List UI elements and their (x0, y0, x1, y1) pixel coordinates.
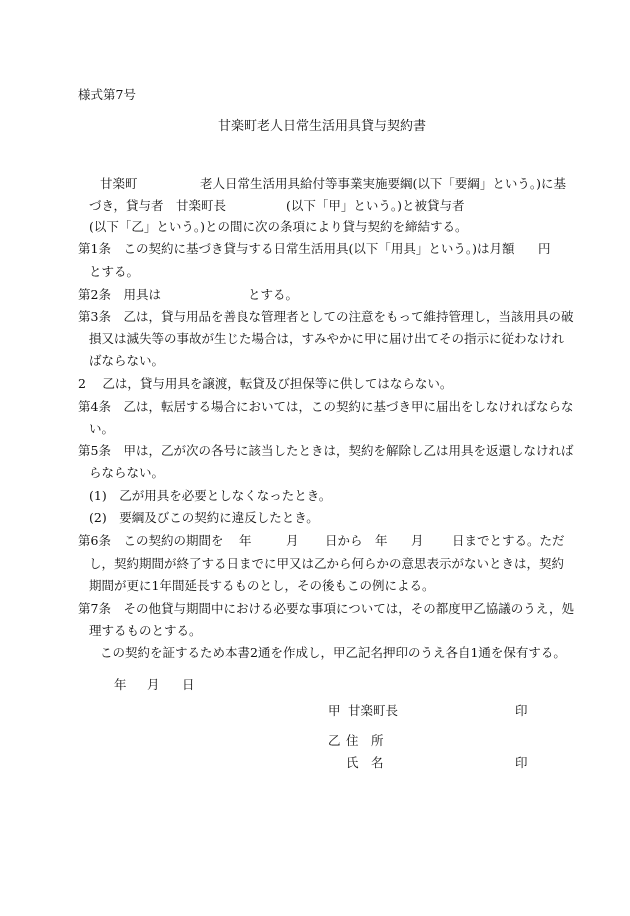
article-6-line-2: し，契約期間が終了する日までに甲又は乙から何らかの意思表示がないときは，契約 (89, 556, 565, 571)
document-title: 甘楽町老人日常生活用具貸与契約書 (218, 119, 427, 134)
article-3-line-1: 第3条 乙は，貸与用品を善良な管理者としての注意をもって維持管理し，当該用具の破 (78, 309, 574, 324)
intro-town: 甘楽町 (100, 176, 138, 191)
article-2-line: 第2条 用具は (78, 287, 161, 302)
article-7-line-2: 理するものとする。 (89, 623, 202, 638)
article-4-line-2: い。 (89, 421, 115, 436)
party-b-name-label: 氏 名 (346, 755, 384, 770)
party-b-address-label: 住 所 (346, 733, 384, 748)
party-a-seal: 印 (515, 703, 528, 718)
article-7-line-1: 第7条 その他貸与期間中における必要な事項については，その都度甲乙協議のうえ，処 (78, 601, 574, 616)
article-5-line-2: らならない。 (89, 465, 165, 480)
party-a-name: 甘楽町長 (348, 703, 399, 718)
article-3-line-2: 損又は滅失等の事故が生じた場合は，すみやかに甲に届け出てその指示に従わなけれ (89, 331, 565, 346)
date-year: 年 (114, 677, 127, 692)
article-1-line-1: 第1条 この契約に基づき貸与する日常生活用具(以下「用具」という。)は月額 (78, 241, 515, 256)
intro-line-3: (以下「乙」という。)との間に次の条項により貸与契約を締結する。 (89, 219, 468, 234)
party-a-label: 甲 (328, 703, 341, 718)
intro-line-2-lender: づき，貸与者 甘楽町長 (89, 198, 227, 213)
article-1-currency: 円 (538, 241, 551, 256)
article-6-end-month: 月 (411, 533, 424, 548)
article-6-end-year: 年 (375, 533, 388, 548)
article-6-start-month: 月 (286, 533, 299, 548)
article-5-item-1: (1) 乙が用具を必要としなくなったとき。 (89, 488, 332, 503)
article-5-item-2: (2) 要綱及びこの契約に違反したとき。 (89, 510, 319, 525)
party-b-seal: 印 (515, 755, 528, 770)
article-6-end-day: 日までとする。ただ (452, 533, 565, 548)
date-day: 日 (182, 677, 195, 692)
date-month: 月 (147, 677, 160, 692)
article-6-line-3: 期間が更に1年間延長するものとし，その後もこの例による。 (89, 578, 435, 593)
article-3-line-3: ばならない。 (89, 353, 165, 368)
intro-line-2-borrower: (以下「甲」という。)と被貸与者 (286, 198, 465, 213)
article-4-line-1: 第4条 乙は，転居する場合においては，この契約に基づき甲に届出をしなければならな (78, 399, 574, 414)
party-b-label: 乙 (328, 733, 341, 748)
article-1-line-2: とする。 (89, 264, 140, 279)
article-6-line-1: 第6条 この契約の期間を (78, 533, 224, 548)
article-5-line-1: 第5条 甲は，乙が次の各号に該当したときは，契約を解除し乙は用具を返還しなければ (78, 443, 574, 458)
article-6-start-year: 年 (239, 533, 252, 548)
closing-statement: この契約を証するため本書2通を作成し，甲乙記名押印のうえ各自1通を保有する。 (100, 645, 566, 660)
article-3-paragraph-2: 2 乙は，貸与用具を譲渡，転貸及び担保等に供してはならない。 (78, 376, 453, 391)
article-6-start-day: 日から (325, 533, 363, 548)
form-number: 様式第7号 (78, 87, 136, 102)
article-2-suffix: とする。 (248, 287, 299, 302)
intro-line-1: 老人日常生活用具給付等事業実施要綱(以下「要綱」という。)に基 (200, 176, 567, 191)
